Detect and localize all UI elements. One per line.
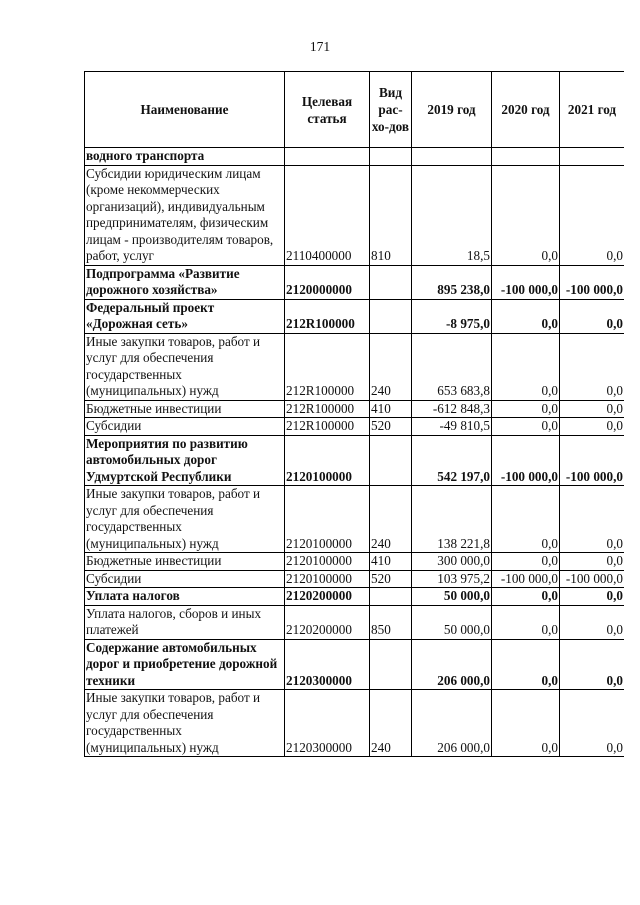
table-row bbox=[85, 165, 625, 265]
cell-expense-type bbox=[370, 265, 412, 299]
cell-2020: 0,0 bbox=[492, 165, 560, 265]
cell-2020: 0,0 bbox=[492, 299, 560, 333]
cell-2019: -49 810,5 bbox=[412, 418, 492, 436]
cell-2019: 138 221,8 bbox=[412, 486, 492, 553]
cell-2019: -612 848,3 bbox=[412, 400, 492, 418]
cell-2020: 0,0 bbox=[492, 418, 560, 436]
table-row bbox=[85, 148, 625, 166]
cell-2019: 103 975,2 bbox=[412, 570, 492, 588]
table-row bbox=[85, 400, 625, 418]
cell-expense-type: 240 bbox=[370, 333, 412, 400]
cell-2019 bbox=[412, 148, 492, 166]
cell-2019: 542 197,0 bbox=[412, 435, 492, 486]
cell-target-code: 212R100000 bbox=[285, 400, 370, 418]
cell-name: Субсидии юридическим лицам (кроме некоммерческих организаций), индивидуальным предпринимателям, физическим лицам - производителям товаров, работ, услуг bbox=[85, 165, 285, 265]
cell-2020: -100 000,0 bbox=[492, 435, 560, 486]
cell-target-code: 212R100000 bbox=[285, 299, 370, 333]
cell-2021: 0,0 bbox=[560, 639, 625, 690]
cell-2020: 0,0 bbox=[492, 486, 560, 553]
table-row bbox=[85, 570, 625, 588]
cell-target-code: 2120300000 bbox=[285, 690, 370, 757]
cell-expense-type: 810 bbox=[370, 165, 412, 265]
cell-2020: 0,0 bbox=[492, 588, 560, 606]
cell-expense-type bbox=[370, 435, 412, 486]
table-row bbox=[85, 690, 625, 757]
cell-2020: -100 000,0 bbox=[492, 570, 560, 588]
budget-table bbox=[84, 71, 625, 757]
cell-target-code: 2120200000 bbox=[285, 605, 370, 639]
table-row bbox=[85, 435, 625, 486]
cell-expense-type: 520 bbox=[370, 418, 412, 436]
cell-expense-type bbox=[370, 588, 412, 606]
page-right-margin bbox=[624, 71, 640, 841]
table-row bbox=[85, 588, 625, 606]
header-2020: 2020 год bbox=[492, 72, 560, 148]
table-header-row bbox=[85, 72, 625, 148]
cell-2020: 0,0 bbox=[492, 553, 560, 571]
cell-2019: 206 000,0 bbox=[412, 690, 492, 757]
cell-expense-type: 240 bbox=[370, 690, 412, 757]
cell-name: Субсидии bbox=[85, 570, 285, 588]
table-row bbox=[85, 605, 625, 639]
cell-2020: -100 000,0 bbox=[492, 265, 560, 299]
cell-2021: 0,0 bbox=[560, 299, 625, 333]
header-code: Целевая статья bbox=[285, 72, 370, 148]
cell-2021: 0,0 bbox=[560, 605, 625, 639]
cell-2021: 0,0 bbox=[560, 486, 625, 553]
cell-target-code: 2110400000 bbox=[285, 165, 370, 265]
cell-target-code: 2120100000 bbox=[285, 486, 370, 553]
cell-target-code: 212R100000 bbox=[285, 418, 370, 436]
table-row bbox=[85, 553, 625, 571]
table-row bbox=[85, 299, 625, 333]
header-vid: Вид рас-хо-дов bbox=[370, 72, 412, 148]
cell-2021: -100 000,0 bbox=[560, 265, 625, 299]
page-number: 171 bbox=[309, 39, 331, 54]
header-2021: 2021 год bbox=[560, 72, 625, 148]
table-row bbox=[85, 486, 625, 553]
cell-target-code bbox=[285, 148, 370, 166]
cell-target-code: 2120100000 bbox=[285, 570, 370, 588]
cell-name: Уплата налогов bbox=[85, 588, 285, 606]
table-row bbox=[85, 418, 625, 436]
cell-2021: 0,0 bbox=[560, 400, 625, 418]
cell-name: Подпрограмма «Развитие дорожного хозяйства» bbox=[85, 265, 285, 299]
cell-name: Уплата налогов, сборов и иных платежей bbox=[85, 605, 285, 639]
cell-target-code: 2120300000 bbox=[285, 639, 370, 690]
cell-2019: 300 000,0 bbox=[412, 553, 492, 571]
cell-2021: 0,0 bbox=[560, 165, 625, 265]
cell-2020: 0,0 bbox=[492, 639, 560, 690]
cell-2019: 50 000,0 bbox=[412, 605, 492, 639]
cell-name: Иные закупки товаров, работ и услуг для обеспечения государственных (муниципальных) нужд bbox=[85, 486, 285, 553]
header-name: Наименование bbox=[85, 72, 285, 148]
cell-name: Бюджетные инвестиции bbox=[85, 400, 285, 418]
cell-2020: 0,0 bbox=[492, 605, 560, 639]
cell-2019: 206 000,0 bbox=[412, 639, 492, 690]
cell-2021: 0,0 bbox=[560, 333, 625, 400]
cell-2019: -8 975,0 bbox=[412, 299, 492, 333]
cell-2021 bbox=[560, 148, 625, 166]
cell-2019: 18,5 bbox=[412, 165, 492, 265]
cell-name: Бюджетные инвестиции bbox=[85, 553, 285, 571]
cell-2020: 0,0 bbox=[492, 333, 560, 400]
cell-target-code: 2120100000 bbox=[285, 553, 370, 571]
table-row bbox=[85, 265, 625, 299]
cell-2020 bbox=[492, 148, 560, 166]
cell-name: Субсидии bbox=[85, 418, 285, 436]
table-row bbox=[85, 333, 625, 400]
header-2019: 2019 год bbox=[412, 72, 492, 148]
cell-name: Мероприятия по развитию автомобильных дорог Удмуртской Республики bbox=[85, 435, 285, 486]
cell-target-code: 2120000000 bbox=[285, 265, 370, 299]
cell-name: Содержание автомобильных дорог и приобретение дорожной техники bbox=[85, 639, 285, 690]
cell-2021: 0,0 bbox=[560, 553, 625, 571]
cell-expense-type: 240 bbox=[370, 486, 412, 553]
cell-2019: 653 683,8 bbox=[412, 333, 492, 400]
cell-2020: 0,0 bbox=[492, 690, 560, 757]
cell-expense-type: 410 bbox=[370, 400, 412, 418]
cell-name: водного транспорта bbox=[85, 148, 285, 166]
cell-2019: 50 000,0 bbox=[412, 588, 492, 606]
cell-expense-type bbox=[370, 148, 412, 166]
cell-2021: 0,0 bbox=[560, 690, 625, 757]
cell-2021: -100 000,0 bbox=[560, 435, 625, 486]
cell-2019: 895 238,0 bbox=[412, 265, 492, 299]
table-row bbox=[85, 639, 625, 690]
cell-name: Федеральный проект «Дорожная сеть» bbox=[85, 299, 285, 333]
cell-expense-type: 410 bbox=[370, 553, 412, 571]
cell-expense-type: 850 bbox=[370, 605, 412, 639]
cell-name: Иные закупки товаров, работ и услуг для обеспечения государственных (муниципальных) нужд bbox=[85, 690, 285, 757]
table-body bbox=[85, 148, 625, 757]
cell-name: Иные закупки товаров, работ и услуг для обеспечения государственных (муниципальных) нужд bbox=[85, 333, 285, 400]
cell-expense-type: 520 bbox=[370, 570, 412, 588]
cell-2021: 0,0 bbox=[560, 588, 625, 606]
cell-2021: -100 000,0 bbox=[560, 570, 625, 588]
cell-expense-type bbox=[370, 639, 412, 690]
cell-target-code: 2120200000 bbox=[285, 588, 370, 606]
cell-2021: 0,0 bbox=[560, 418, 625, 436]
cell-target-code: 212R100000 bbox=[285, 333, 370, 400]
cell-2020: 0,0 bbox=[492, 400, 560, 418]
cell-expense-type bbox=[370, 299, 412, 333]
cell-target-code: 2120100000 bbox=[285, 435, 370, 486]
